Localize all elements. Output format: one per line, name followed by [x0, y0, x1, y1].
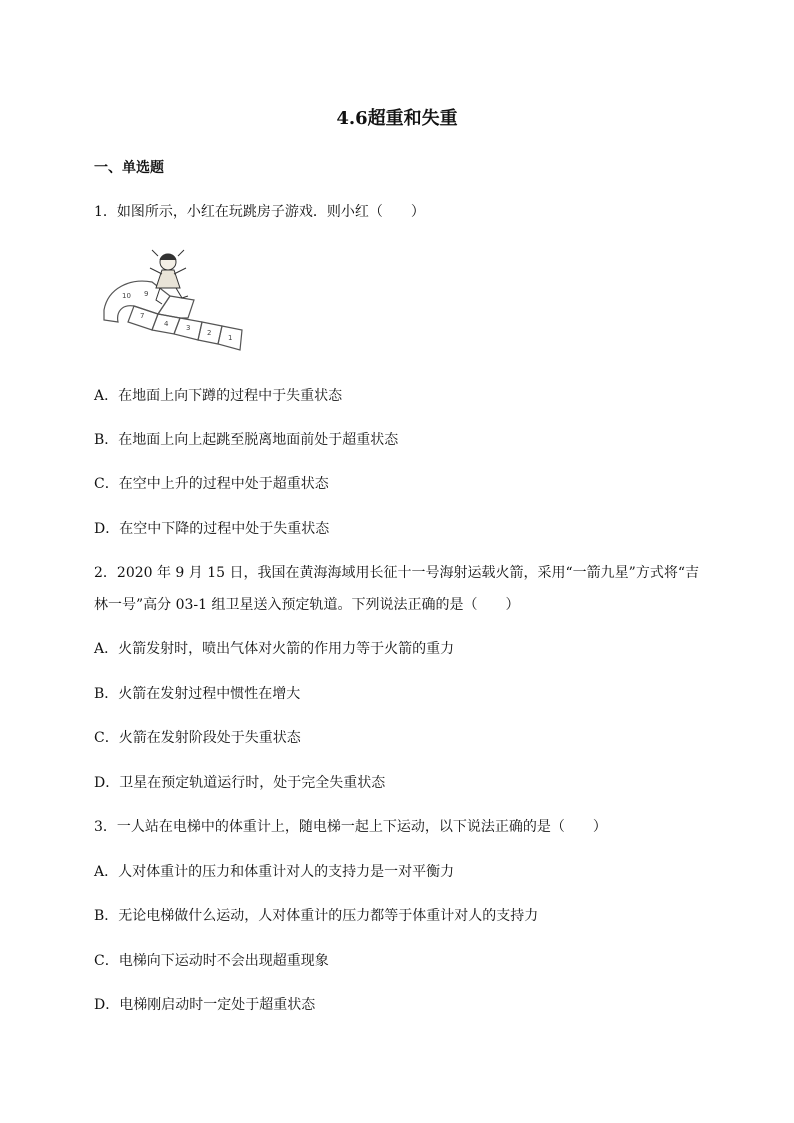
question-1-option-b: B．在地面上向上起跳至脱离地面前处于超重状态 [94, 432, 399, 448]
question-3-stem: 3．一人站在电梯中的体重计上，随电梯一起上下运动，以下说法正确的是（ ） [94, 819, 607, 835]
page-title: 4.6超重和失重 [336, 108, 458, 129]
hopscotch-illustration [100, 248, 248, 358]
question-1-option-a: A．在地面上向下蹲的过程中于失重状态 [94, 388, 343, 404]
question-3-option-a: A．人对体重计的压力和体重计对人的支持力是一对平衡力 [94, 864, 455, 880]
question-2-option-a: A．火箭发射时，喷出气体对火箭的作用力等于火箭的重力 [94, 641, 455, 657]
question-2-stem-line-1: 2．2020 年 9 月 15 日，我国在黄海海域用长征十一号海射运载火箭，采用“一箭九星”方式将“吉 [94, 565, 699, 581]
svg-text:2: 2 [207, 329, 212, 337]
svg-text:9: 9 [144, 290, 149, 298]
section-title: 一、单选题 [94, 160, 164, 176]
question-1-option-c: C．在空中上升的过程中处于超重状态 [94, 476, 329, 492]
question-1-stem: 1．如图所示，小红在玩跳房子游戏．则小红（ ） [94, 204, 425, 220]
question-2-option-b: B．火箭在发射过程中惯性在增大 [94, 686, 301, 702]
svg-text:1: 1 [228, 334, 233, 342]
question-3-option-c: C．电梯向下运动时不会出现超重现象 [94, 953, 329, 969]
question-3-option-b: B．无论电梯做什么运动，人对体重计的压力都等于体重计对人的支持力 [94, 908, 539, 924]
svg-text:7: 7 [140, 312, 145, 320]
question-2-option-d: D．卫星在预定轨道运行时，处于完全失重状态 [94, 775, 386, 791]
question-3-option-d: D．电梯刚启动时一定处于超重状态 [94, 997, 316, 1013]
svg-text:3: 3 [186, 324, 191, 332]
question-1-option-d: D．在空中下降的过程中处于失重状态 [94, 521, 330, 537]
question-2-stem-line-2: 林一号”高分 03-1 组卫星送入预定轨道。下列说法正确的是（ ） [94, 597, 520, 613]
svg-text:10: 10 [122, 292, 131, 300]
svg-text:4: 4 [164, 320, 169, 328]
question-2-option-c: C．火箭在发射阶段处于失重状态 [94, 730, 301, 746]
